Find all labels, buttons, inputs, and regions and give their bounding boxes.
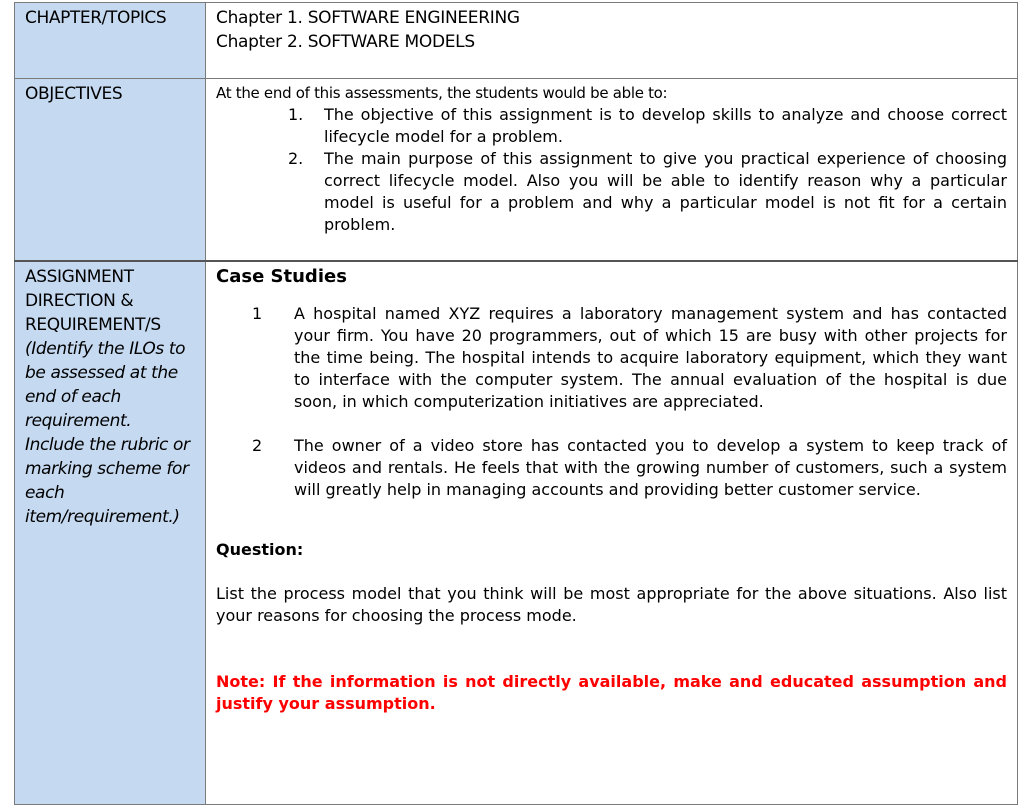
objectives-intro: At the end of this assessments, the students would be able to:	[216, 84, 668, 102]
case-number: 1	[252, 303, 263, 323]
question-heading: Question:	[216, 539, 304, 559]
case-text: A hospital named XYZ requires a laboratory management system and has contacted your firm. You have 20 programmers, out of which 15 are busy with other projects for the time being. The hospital intends to acquire laboratory equipment, which they want to interface with the computer system. The annual evaluation of the hospital is due soon, in which computerization initiatives are appreciated.	[294, 303, 1007, 411]
case-text: The owner of a video store has contacted you to develop a system to keep track of videos and rentals. He feels that with the growing number of customers, such a system will greatly help in managing accounts and providing better customer service.	[294, 435, 1007, 499]
question-text: List the process model that you think will be most appropriate for the above situations. Also list your reasons for choosing the process mode.	[216, 583, 1007, 625]
chapter-row	[15, 3, 1018, 79]
case-list	[216, 303, 1007, 501]
objectives-row	[15, 79, 1018, 261]
objective-item	[288, 148, 1007, 236]
objective-text: The main purpose of this assignment to give you practical experience of choosing correct lifecycle model. Also you will be able to identify reason why a particular model is useful for a problem and why a particular model is not fit for a certain problem.	[324, 149, 1007, 234]
chapter-label-cell	[15, 3, 206, 79]
objective-text: The objective of this assignment is to develop skills to analyze and choose correct lifecycle model for a problem.	[324, 105, 1007, 146]
objective-item	[288, 104, 1007, 148]
chapter-label: CHAPTER/TOPICS	[25, 8, 167, 28]
assignment-label-cell	[15, 261, 206, 805]
objective-number: 1.	[288, 105, 304, 124]
assignment-label-note: (Identify the ILOs to be assessed at the end of each requirement. Include the rubric or marking scheme for each item/requirement.)	[25, 338, 190, 527]
objectives-label-cell	[15, 79, 206, 261]
assignment-label: ASSIGNMENT DIRECTION & REQUIREMENT/S	[25, 266, 161, 335]
objectives-list	[216, 104, 1007, 236]
objective-number: 2.	[288, 149, 304, 168]
case-number: 2	[252, 435, 263, 455]
case-studies-heading: Case Studies	[216, 265, 347, 287]
case-item	[246, 303, 1007, 413]
chapter-line-2: Chapter 2. SOFTWARE MODELS	[216, 32, 475, 52]
chapter-line-1: Chapter 1. SOFTWARE ENGINEERING	[216, 8, 520, 28]
objectives-content-cell	[206, 79, 1018, 261]
assignment-row	[15, 261, 1018, 805]
case-item	[246, 435, 1007, 501]
objectives-label: OBJECTIVES	[25, 84, 123, 104]
chapter-content-cell	[206, 3, 1018, 79]
assessment-table	[14, 2, 1018, 805]
assignment-content-cell	[206, 261, 1018, 805]
note-text: Note: If the information is not directly available, make and educated assumption and justify your assumption.	[216, 671, 1007, 713]
